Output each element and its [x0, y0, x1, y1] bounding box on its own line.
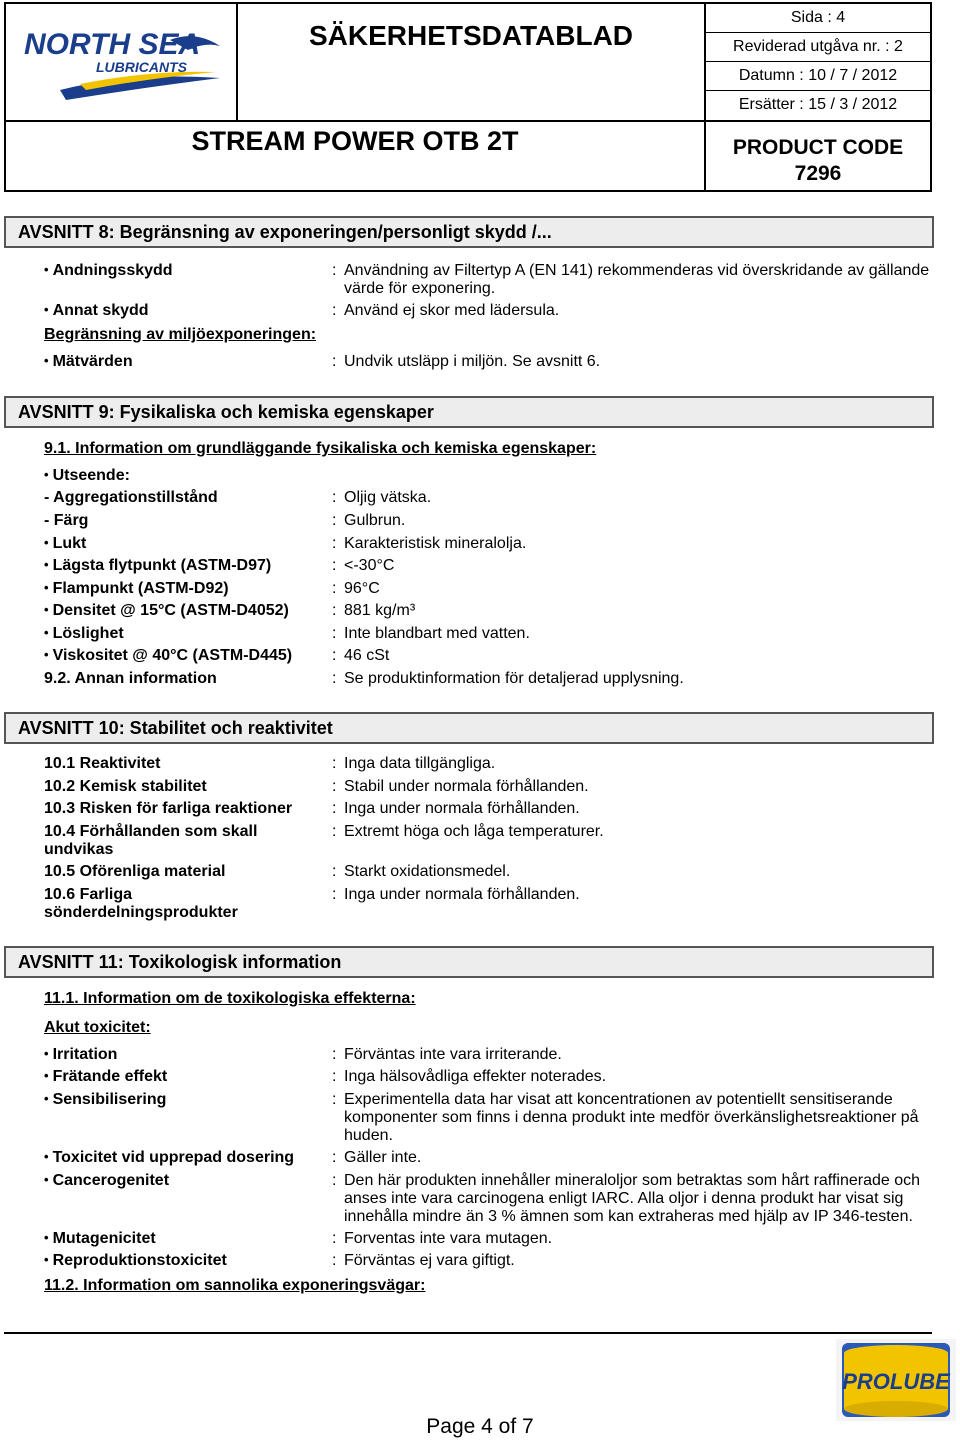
section-9-1-heading: 9.1. Information om grundläggande fysikaliska och kemiska egenskaper: — [44, 440, 597, 457]
row-label: 10.3 Risken för farliga reaktioner — [44, 800, 293, 817]
row-label: • Sensibilisering — [44, 1091, 324, 1109]
row-colon: : — [332, 353, 337, 370]
row-colon: : — [332, 1149, 337, 1166]
row-label: 10.1 Reaktivitet — [44, 755, 161, 772]
row-label: 10.4 Förhållanden som skall undvikas — [44, 823, 258, 858]
row-colon: : — [332, 1252, 337, 1269]
brand-line1: NORTH SEA — [24, 28, 201, 61]
row-value: Användning av Filtertyp A (EN 141) rekommenderas vid överskridande av gällande värde för exponering. — [344, 262, 930, 297]
section-10-heading: AVSNITT 10: Stabilitet och reaktivitet — [4, 712, 934, 744]
row-value: Gäller inte. — [344, 1149, 422, 1166]
row-label: • Viskositet @ 40°C (ASTM-D445) — [44, 647, 324, 665]
row-label: • Annat skydd — [44, 302, 324, 320]
row-colon: : — [332, 557, 337, 574]
product-code-label: PRODUCT CODE — [732, 136, 904, 159]
section-8-heading: AVSNITT 8: Begränsning av exponeringen/personligt skydd /... — [4, 216, 934, 248]
drum-brand-label: PROLUBE — [842, 1369, 950, 1394]
row-label: • Lägsta flytpunkt (ASTM-D97) — [44, 557, 324, 575]
row-colon: : — [332, 886, 337, 903]
product-code-cell — [704, 122, 930, 190]
revision-date: Datumn : 10 / 7 / 2012 — [706, 62, 930, 91]
row-label: • Mutagenicitet — [44, 1230, 324, 1248]
section-9-heading: AVSNITT 9: Fysikaliska och kemiska egenskaper — [4, 396, 934, 428]
row-colon: : — [332, 755, 337, 772]
row-label: • Frätande effekt — [44, 1068, 324, 1086]
row-value: Använd ej skor med lädersula. — [344, 302, 560, 319]
row-colon: : — [332, 1091, 337, 1108]
row-label: • Flampunkt (ASTM-D92) — [44, 580, 324, 598]
row-value: Den här produkten innehåller mineraloljor som betraktas som hårt raffinerade och anses inte vara carcinogena enligt IARC. Alla oljor i denna produkt har visat sig innehålla mindre än 3 % ämnen som kan extraheras med hjälp av IP 346-testen. — [344, 1172, 921, 1225]
row-value: Inga under normala förhållanden. — [344, 886, 580, 903]
row-colon: : — [332, 863, 337, 880]
row-label: 10.2 Kemisk stabilitet — [44, 778, 207, 795]
row-value: Inga data tillgängliga. — [344, 755, 496, 772]
row-colon: : — [332, 602, 337, 619]
section-11-heading: AVSNITT 11: Toxikologisk information — [4, 946, 934, 978]
row-colon: : — [332, 625, 337, 642]
row-colon: : — [332, 1172, 337, 1189]
row-colon: : — [332, 1068, 337, 1085]
row-value: Inga under normala förhållanden. — [344, 800, 580, 817]
row-value: Inga hälsovådliga effekter noterades. — [344, 1068, 607, 1085]
revision-number: Reviderad utgåva nr. : 2 — [706, 33, 930, 62]
row-value: Forventas inte vara mutagen. — [344, 1230, 553, 1247]
row-value: 881 kg/m³ — [344, 602, 416, 619]
row-value: Karakteristisk mineralolja. — [344, 535, 527, 552]
env-exposure-heading: Begränsning av miljöexponeringen: — [44, 326, 317, 343]
row-label: • Utseende: — [44, 467, 324, 485]
product-name: STREAM POWER OTB 2T — [191, 126, 519, 156]
brand-line2: LUBRICANTS — [96, 59, 187, 75]
row-value: <-30°C — [344, 557, 395, 574]
row-value: 96°C — [344, 580, 380, 597]
row-label: • Löslighet — [44, 625, 324, 643]
row-value: Experimentella data har visat att koncentrationen av potentiellt sensitiserande komponenter som finns i denna produkt inte medför överkänslighetsreaktioner på huden. — [344, 1091, 919, 1144]
row-value: Inte blandbart med vatten. — [344, 625, 530, 642]
row-value: Stabil under normala förhållanden. — [344, 778, 589, 795]
row-value: Förväntas inte vara irriterande. — [344, 1046, 562, 1063]
row-colon: : — [332, 1046, 337, 1063]
row-colon: : — [332, 800, 337, 817]
row-colon: : — [332, 302, 337, 319]
row-label: • Mätvärden — [44, 353, 324, 371]
row-colon: : — [332, 535, 337, 552]
row-colon: : — [332, 647, 337, 664]
row-colon: : — [332, 580, 337, 597]
row-label: • Lukt — [44, 535, 324, 553]
row-value: Se produktinformation för detaljerad upplysning. — [344, 670, 684, 687]
section-11-2-heading: 11.2. Information om sannolika exponeringsvägar: — [44, 1277, 426, 1294]
product-code-value: 7296 — [794, 162, 842, 185]
row-label: • Irritation — [44, 1046, 324, 1064]
header-table — [4, 2, 932, 192]
row-value: Förväntas ej vara giftigt. — [344, 1252, 515, 1269]
footer-divider — [4, 1332, 932, 1334]
row-label: - Aggregationstillstånd — [44, 489, 218, 506]
row-value: Oljig vätska. — [344, 489, 432, 506]
row-value: Extremt höga och låga temperaturer. — [344, 823, 604, 840]
row-label: 9.2. Annan information — [44, 670, 217, 687]
row-colon: : — [332, 778, 337, 795]
row-label: - Färg — [44, 512, 89, 529]
page-indicator: Sida : 4 — [706, 4, 930, 33]
row-colon: : — [332, 489, 337, 506]
meta-cell — [704, 4, 930, 122]
title-cell — [238, 4, 704, 122]
row-colon: : — [332, 670, 337, 687]
product-cell — [6, 122, 704, 190]
logo-cell — [6, 4, 238, 122]
replaces-date: Ersätter : 15 / 3 / 2012 — [738, 96, 898, 113]
row-label: 10.5 Oförenliga material — [44, 863, 226, 880]
row-label: • Toxicitet vid upprepad dosering — [44, 1149, 324, 1167]
row-colon: : — [332, 512, 337, 529]
row-value: 46 cSt — [344, 647, 390, 664]
document-title: SÄKERHETSDATABLAD — [308, 20, 634, 51]
row-label: • Reproduktionstoxicitet — [44, 1252, 324, 1270]
row-colon: : — [332, 823, 337, 840]
row-value: Undvik utsläpp i miljön. Se avsnitt 6. — [344, 353, 601, 370]
row-value: Starkt oxidationsmedel. — [344, 863, 511, 880]
row-value: Gulbrun. — [344, 512, 406, 529]
row-label: • Densitet @ 15°C (ASTM-D4052) — [44, 602, 324, 620]
page-number: Page 4 of 7 — [426, 1415, 534, 1438]
row-label: • Cancerogenitet — [44, 1172, 324, 1190]
north-sea-logo — [20, 20, 226, 104]
row-colon: : — [332, 1230, 337, 1247]
row-colon: : — [332, 262, 337, 279]
acute-toxicity-heading: Akut toxicitet: — [44, 1019, 151, 1036]
section-11-1-heading: 11.1. Information om de toxikologiska effekterna: — [44, 990, 416, 1007]
row-label: • Andningsskydd — [44, 262, 324, 280]
row-label: 10.6 Farliga sönderdelningsprodukter — [44, 886, 238, 921]
prolube-drum-image — [836, 1339, 956, 1421]
